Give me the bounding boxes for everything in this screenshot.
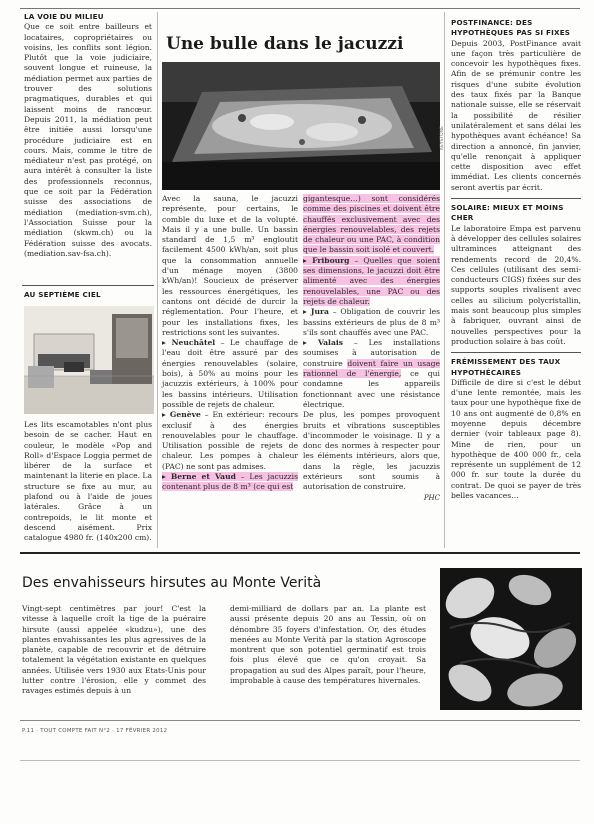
footer-rule [20,720,580,721]
bed-text: Les lits escamotables n'ont plus besoin de se cacher. Haut en couleur, le modèle «Pop and Roll» d'Espace Loggia permet de libérer de la surface et maintenant la literie en place. La structure se fixe au mur, au plafond ou à l'aide de joues latérales. Grâce à un contrepoids, le lit monte et descend aisément. Prix catalogue 4980 fr. (140x200 cm). [24,420,152,543]
kudzu-text-1: Vingt-sept centimètres par jour! C'est la vitesse à laquelle croît la tige de la puéraire hirsute (aussi appelée «kudzu»), une des plantes envahissantes les plus agressives de la planète, capable de recouvrir et de détruire totalement la végétation existante en quelques années. Utilisée vers 1930 aux Etats-Unis pour lutter contre l'érosion, elle y commet des ravages estimés depuis à un [22,604,206,696]
valais-label: ▸ Valais [303,338,344,348]
bottom-column-2 [230,604,426,686]
fribourg-text: – Quelles que soient ses dimensions, le jacuzzi doit être alimenté avec des énergies renouvelables, une PAC ou des rejets de chaleur. [303,255,440,306]
section-heading-mediation: LA VOIE DU MILIEU [24,12,104,21]
jura-paragraph [303,307,440,338]
postfinance-text: Depuis 2003, PostFinance avait une façon très particulière de concevoir les hypothèques fixes. Afin de se prémunir contre les risques d'une subite évolution des taux fixés par la Banque nationale suisse, elle se réservait la possibilité de résilier unilatéralement et sans délai les hypothèques avant échéance! Sa direction a annoncé, fin janvier, qu'elle renonçait à appliquer cette disposition avec effet immédiat. Les clients concernés seront avertis par écrit. [451,38,581,192]
valais-text-1: – Les installations soumises à autorisation de construire [303,338,440,368]
kudzu-leaves-illustration [440,568,582,710]
closing-paragraph: De plus, les pompes provoquent bruits et vibrations susceptibles d'incommoder le voisinage. Il y a donc des normes à respecter pour les éléments intérieurs, alors que, dans la règle, les jacuzzis extérieurs sont soumis à autorisation de construire. [303,410,440,492]
kudzu-text-2: demi-milliard de dollars par an. La plante est aussi présente depuis 20 ans au Tessin, où on dénombre 35 foyers d'infestation. Or, des études menées au Monte Verità par la station Agroscope montrent que son potentiel germinatif est trois fois plus élevé que ce qu'on croyait. Sa propagation au sud des Alpes paraît, pour l'heure, improbable à cause des températures hivernales. [230,604,426,686]
solaire-text: Le laboratoire Empa est parvenu à développer des cellules solaires ultraminces atteignant des rendements record de 20,4%. Ces cellules (utilisant des semi-conducteurs CIGS) fixées sur des supports souples rivalisent avec celles au silicium polycristallin, mais sont beaucoup plus simples à fabriquer, ouvrant ainsi de nouvelles perspectives pour la production solaire à bas coût. [451,223,581,346]
berne-text: – Les jacuzzis contenant plus de 8 m³ (ce qui est [162,472,298,492]
bed-room-illustration [24,306,154,414]
jacuzzi-illustration [162,62,440,190]
bed-text-column [24,420,152,544]
left-column [24,12,152,259]
valais-highlight: doivent faire un usage rationnel de l'énergie, [303,358,441,379]
neuchatel-paragraph [162,338,298,410]
left-divider [22,285,154,286]
article-column-1 [162,194,298,493]
article-title: Une bulle dans le jacuzzi [166,34,404,54]
section-heading-bed: AU SEPTIÈME CIEL [24,290,101,299]
taux-text: Difficile de dire si c'est le début d'une lente remontée, mais les taux pour une hypothèque fixe de 10 ans ont augmenté de 0,8% en moyenne depuis décembre dernier (voir tableaux page 8). Mine de rien, pour un hypothèque de 400 000 fr., cela représente un supplément de 12 000 fr. sur toute la durée du contrat. De quoi se payer de très belles vacances… [451,377,581,501]
top-rule [20,8,580,9]
mediation-text: Que ce soit entre bailleurs et locataires, copropriétaires ou voisins, les conflits sont légion. Plutôt que la voie judiciaire, souvent longue et ruineuse, la médiation permet aux parties de trouver des solutions pragmatiques, durables et qui laissent moins de rancœur. Depuis 2011, la médiation peut être initiée aussi lorsqu'une procédure judiciaire est en cours. Mais, comme le titre de médiateur n'est pas protégé, on aura intérêt à consulter la liste des professionnels reconnus, que ce soit par la Fédération suisse des associations de médiation (mediation-svm.ch), l'Association Suisse pour la médiation (skwm.ch) ou la Fédération suisse des avocats. (mediation.sav-fsa.ch). [24,22,152,258]
article-column-2 [303,194,440,503]
jura-label: ▸ Jura [303,307,329,317]
neuchatel-label: ▸ Neuchâtel [162,338,216,348]
valais-text-2: ce qui condamne les appareils fonctionnant avec une résistance électrique. [303,369,440,409]
left-column-2 [24,290,152,300]
bottom-column-1 [22,604,206,697]
berne-label: ▸ Berne et Vaud [162,472,236,482]
bottom-article-title: Des envahisseurs hirsutes au Monte Verità [22,575,322,591]
footer-rule-2 [20,760,580,761]
fribourg-label: ▸ Fribourg [303,255,350,265]
section-heading-postfinance: POSTFINANCE: DES HYPOTHÈQUES PAS SI FIXES [451,18,571,38]
divider-left [157,12,158,548]
intro-text: Avec la sauna, le jacuzzi représente, pour certains, le comble du luxe et de la volupté. Mais il y a une bulle. Un bassin standard de 1,5 m³ engloutit facilement 4500 kWh/an, soit plus que la consommation annuelle d'un ménage moyen (3800 kWh/an)! Soucieux de préserver les ressources énergétiques, les cantons ont décidé de durcir la réglementation. Pour l'heure, et pour les installations fixes, les restrictions sont les suivantes. [162,194,298,337]
berne-continued [303,194,440,256]
right-divider-1 [451,198,581,199]
divider-right [444,12,445,548]
geneve-paragraph [162,410,298,472]
neuchatel-text: – Le chauffage de l'eau doit être assuré par des énergies renouvelables (solaire, bois), à 50% au moins pour les jacuzzis extérieurs, à 100% pour les bassins intérieurs. Utilisation possible de rejets de chaleur. [162,338,298,409]
valais-paragraph [303,338,440,410]
fribourg-paragraph [303,256,440,307]
geneve-label: ▸ Genève [162,410,201,420]
berne-continued-text: gigantesque…) sont considérés comme des piscines et doivent être chauffés exclusivement avec des énergies renouvelables, des rejets de chaleur ou une PAC, à condition que le bassin soit isolé et couvert. [303,194,440,255]
author-signature: PHC [423,493,440,502]
right-column [451,18,581,501]
right-divider-2 [451,352,581,353]
section-heading-solaire: SOLAIRE: MIEUX ET MOINS CHER [451,203,564,223]
jura-text: – Obligation de couvrir les bassins extérieurs de plus de 8 m³ s'ils sont chauffés avec une PAC. [303,307,440,337]
berne-paragraph [162,472,298,493]
bottom-rule [20,552,580,554]
bed-photo [24,306,154,414]
photo-credit: KEYSTONE [440,126,445,150]
jacuzzi-photo [162,62,440,190]
kudzu-photo [440,568,582,710]
page-footer: P.11 · TOUT COMPTE FAIT N°2 · 17 FÉVRIER 2012 [22,728,168,734]
section-heading-taux: FRÉMISSEMENT DES TAUX HYPOTHÉCAIRES [451,357,561,377]
geneve-text: – En extérieur: recours exclusif à des énergies renouvelables pour le chauffage. Utilisation possible de rejets de chaleur. Les pompes à chaleur (PAC) ne sont pas admises. [162,410,298,471]
